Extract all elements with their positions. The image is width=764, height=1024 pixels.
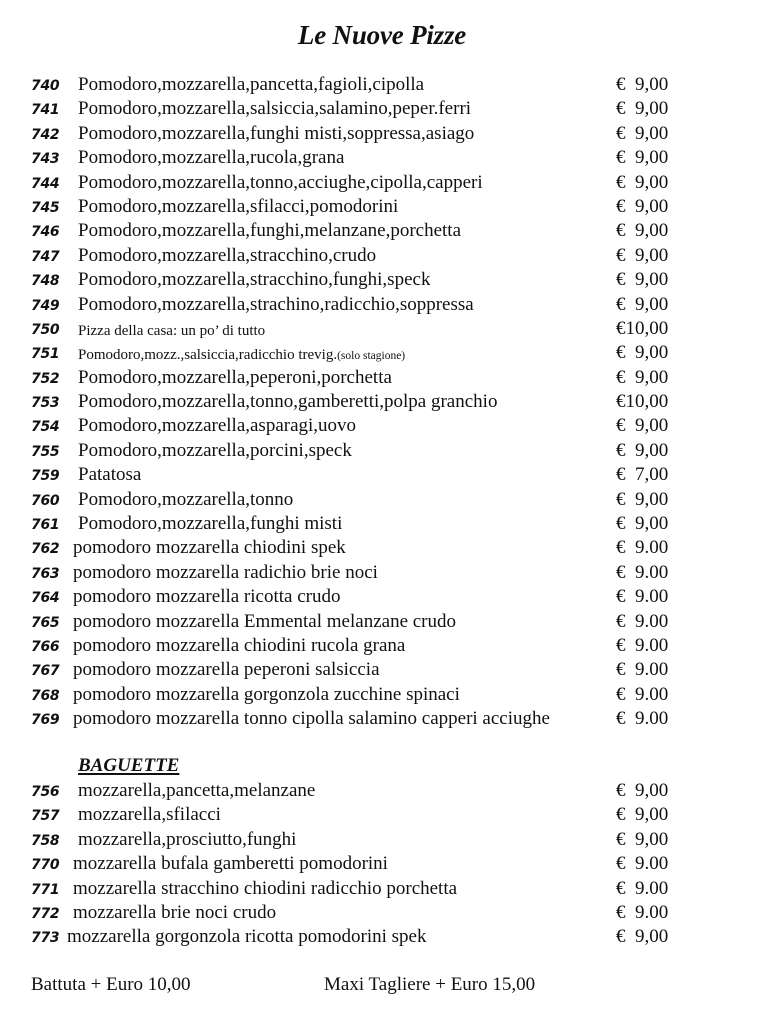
item-description-text: Pomodoro,mozzarella,peperoni,porchetta bbox=[78, 366, 392, 388]
item-price: € 7,00 bbox=[616, 464, 669, 486]
item-number: 758 bbox=[31, 832, 60, 849]
item-description-text: Pomodoro,mozzarella,stracchino,crudo bbox=[78, 244, 377, 266]
item-description bbox=[78, 414, 356, 438]
item-description bbox=[78, 439, 352, 463]
item-description bbox=[67, 925, 426, 949]
menu-item-row bbox=[0, 317, 764, 341]
item-price: € 9,00 bbox=[616, 780, 669, 801]
item-number: 764 bbox=[31, 590, 60, 607]
item-price: € 9.00 bbox=[616, 708, 669, 730]
item-description bbox=[78, 195, 398, 219]
item-description bbox=[78, 343, 405, 368]
item-description bbox=[73, 901, 276, 925]
item-description-text: Pomodoro,mozzarella,tonno,acciughe,cipolla,capperi bbox=[78, 171, 483, 193]
item-number: 750 bbox=[31, 321, 60, 338]
item-number: 769 bbox=[31, 712, 60, 729]
item-description-text: Pomodoro,mozzarella,rucola,grana bbox=[78, 147, 345, 169]
item-number: 762 bbox=[31, 541, 60, 558]
item-number: 763 bbox=[31, 565, 60, 582]
item-number: 771 bbox=[31, 881, 60, 898]
menu-item-row bbox=[0, 439, 764, 463]
item-price: € 9,00 bbox=[616, 195, 669, 217]
item-description-text: Pomodoro,mozz.,salsiccia,radicchio trevig. bbox=[78, 347, 338, 364]
menu-item-row bbox=[0, 634, 764, 658]
item-description bbox=[73, 683, 460, 707]
item-price: € 9,00 bbox=[616, 220, 669, 242]
item-description-text: mozzarella gorgonzola ricotta pomodorini spek bbox=[67, 926, 427, 948]
item-price: € 9.00 bbox=[616, 877, 669, 899]
item-description bbox=[78, 463, 141, 487]
menu-item-row bbox=[0, 852, 764, 876]
menu-item-row bbox=[0, 803, 764, 827]
footer-maxi-tagliere: Maxi Tagliere + Euro 15,00 bbox=[324, 974, 536, 995]
item-price: € 9,00 bbox=[616, 828, 669, 850]
item-description-text: pomodoro mozzarella radichio brie noci bbox=[73, 561, 378, 583]
item-number: 754 bbox=[31, 419, 60, 436]
item-number: 755 bbox=[31, 443, 60, 460]
item-description-text: mozzarella bufala gamberetti pomodorini bbox=[73, 853, 388, 875]
item-price: € 9.00 bbox=[616, 561, 669, 583]
item-description-text: mozzarella,pancetta,melanzane bbox=[78, 780, 316, 801]
menu-item-row bbox=[0, 463, 764, 487]
item-description bbox=[78, 293, 474, 317]
baguette-list bbox=[0, 779, 764, 950]
item-description bbox=[78, 512, 342, 536]
menu-item-row bbox=[0, 293, 764, 317]
menu-item-row bbox=[0, 683, 764, 707]
item-description-text: Pomodoro,mozzarella,salsiccia,salamino,peper.ferri bbox=[78, 98, 472, 120]
menu-item-row bbox=[0, 390, 764, 414]
item-price: € 9.00 bbox=[616, 683, 669, 705]
item-description bbox=[78, 268, 430, 292]
item-note: (solo stagione) bbox=[337, 350, 406, 363]
menu-item-row bbox=[0, 901, 764, 925]
item-price: € 9,00 bbox=[616, 269, 669, 291]
menu-item-row bbox=[0, 195, 764, 219]
item-description-text: Pomodoro,mozzarella,pancetta,fagioli,cipolla bbox=[78, 74, 425, 95]
menu-item-row bbox=[0, 585, 764, 609]
item-number: 760 bbox=[31, 492, 60, 509]
item-description bbox=[78, 803, 221, 827]
menu-item-row bbox=[0, 414, 764, 438]
item-description bbox=[73, 610, 456, 634]
item-description bbox=[78, 488, 293, 512]
item-number: 765 bbox=[31, 614, 60, 631]
item-description-text: Pomodoro,mozzarella,porcini,speck bbox=[78, 439, 352, 461]
item-number: 767 bbox=[31, 663, 60, 680]
menu-item-row bbox=[0, 536, 764, 560]
item-price: € 9.00 bbox=[616, 610, 669, 632]
item-description-text: Pizza della casa: un po’ di tutto bbox=[78, 322, 266, 339]
item-price: € 9.00 bbox=[616, 901, 669, 923]
item-description-text: mozzarella,sfilacci bbox=[78, 804, 221, 826]
item-description-text: mozzarella stracchino chiodini radicchio porchetta bbox=[73, 877, 458, 899]
item-description bbox=[78, 97, 471, 121]
menu-item-row bbox=[0, 658, 764, 682]
item-description bbox=[73, 852, 388, 876]
menu-item-row bbox=[0, 488, 764, 512]
menu-item-row bbox=[0, 366, 764, 390]
item-description-text: Pomodoro,mozzarella,funghi misti,soppressa,asiago bbox=[78, 122, 475, 144]
menu-item-row bbox=[0, 122, 764, 146]
item-description bbox=[73, 561, 378, 585]
item-description-text: Pomodoro,mozzarella,funghi misti bbox=[78, 513, 343, 535]
item-price: € 9,00 bbox=[616, 342, 669, 364]
item-number: 753 bbox=[31, 395, 60, 412]
item-description bbox=[78, 828, 296, 852]
item-description bbox=[78, 219, 461, 243]
item-description-text: mozzarella,prosciutto,funghi bbox=[78, 828, 297, 850]
item-description bbox=[78, 779, 315, 803]
item-price: € 9.00 bbox=[616, 537, 669, 559]
item-description-text: mozzarella brie noci crudo bbox=[73, 901, 277, 923]
baguette-heading: BAGUETTE bbox=[78, 755, 180, 776]
item-price: € 9,00 bbox=[616, 122, 669, 144]
item-number: 752 bbox=[31, 370, 60, 387]
menu-title: Le Nuove Pizze bbox=[297, 20, 467, 50]
item-price: € 9,00 bbox=[616, 415, 669, 437]
item-price: € 9,00 bbox=[616, 293, 669, 315]
item-price: € 9.00 bbox=[616, 659, 669, 681]
item-description-text: Pomodoro,mozzarella,sfilacci,pomodorini bbox=[78, 195, 399, 217]
item-description-text: Pomodoro,mozzarella,funghi,melanzane,porchetta bbox=[78, 220, 462, 242]
item-description bbox=[73, 658, 380, 682]
item-price: € 9,00 bbox=[616, 171, 669, 193]
menu-item-row bbox=[0, 707, 764, 731]
item-number: 756 bbox=[31, 784, 60, 800]
item-number: 746 bbox=[31, 224, 60, 241]
item-number: 772 bbox=[31, 905, 60, 922]
item-number: 766 bbox=[31, 638, 60, 655]
menu-item-row bbox=[0, 97, 764, 121]
item-number: 747 bbox=[31, 248, 60, 265]
menu-item-row bbox=[0, 73, 764, 97]
item-number: 748 bbox=[31, 273, 60, 290]
item-number: 761 bbox=[31, 517, 60, 534]
item-description bbox=[73, 634, 405, 658]
item-number: 745 bbox=[31, 199, 60, 216]
menu-item-row bbox=[0, 244, 764, 268]
item-description-text: Pomodoro,mozzarella,strachino,radicchio,soppressa bbox=[78, 293, 474, 315]
item-description-text: pomodoro mozzarella ricotta crudo bbox=[73, 586, 341, 608]
item-description-text: pomodoro mozzarella Emmental melanzane crudo bbox=[73, 610, 457, 632]
item-description bbox=[73, 536, 346, 560]
item-description-text: Pomodoro,mozzarella,tonno bbox=[78, 488, 294, 510]
item-number: 741 bbox=[31, 102, 60, 119]
menu-item-row bbox=[0, 171, 764, 195]
item-description bbox=[78, 390, 497, 414]
item-description bbox=[78, 146, 344, 170]
item-number: 759 bbox=[31, 468, 60, 485]
item-number: 757 bbox=[31, 808, 60, 825]
item-description-text: Pomodoro,mozzarella,stracchino,funghi,speck bbox=[78, 269, 431, 291]
menu-item-row bbox=[0, 925, 764, 949]
item-number: 770 bbox=[31, 857, 60, 874]
item-number: 773 bbox=[31, 930, 60, 947]
item-description bbox=[78, 122, 474, 146]
menu-item-row bbox=[0, 512, 764, 536]
item-price: € 9,00 bbox=[616, 147, 669, 169]
item-description-text: pomodoro mozzarella chiodini rucola grana bbox=[73, 634, 406, 656]
item-number: 751 bbox=[31, 346, 60, 363]
item-description-text: Pomodoro,mozzarella,tonno,gamberetti,polpa granchio bbox=[78, 391, 498, 413]
item-description-text: Patatosa bbox=[78, 464, 142, 486]
item-description bbox=[73, 877, 457, 901]
item-number: 744 bbox=[31, 175, 60, 192]
item-price: € 9,00 bbox=[616, 926, 669, 948]
item-price: € 9,00 bbox=[616, 244, 669, 266]
item-description bbox=[73, 707, 550, 731]
item-description-text: pomodoro mozzarella peperoni salsiccia bbox=[73, 659, 380, 681]
item-description bbox=[78, 73, 424, 97]
item-description-text: Pomodoro,mozzarella,asparagi,uovo bbox=[78, 415, 357, 437]
item-price: € 9.00 bbox=[616, 634, 669, 656]
menu-item-row bbox=[0, 146, 764, 170]
item-number: 749 bbox=[31, 297, 60, 314]
item-description bbox=[73, 585, 340, 609]
item-price: € 9.00 bbox=[616, 586, 669, 608]
menu-item-row bbox=[0, 877, 764, 901]
menu-item-row bbox=[0, 610, 764, 634]
footer-battuta: Battuta + Euro 10,00 bbox=[31, 974, 191, 995]
item-description bbox=[78, 319, 265, 343]
item-price: € 9,00 bbox=[616, 74, 669, 95]
pizze-list bbox=[0, 73, 764, 732]
item-price: € 9,00 bbox=[616, 366, 669, 388]
item-number: 742 bbox=[31, 126, 60, 143]
item-description bbox=[78, 244, 376, 268]
item-description-text: pomodoro mozzarella tonno cipolla salamino capperi acciughe bbox=[73, 708, 550, 730]
menu-item-row bbox=[0, 828, 764, 852]
item-description-text: pomodoro mozzarella chiodini spek bbox=[73, 537, 346, 559]
item-number: 768 bbox=[31, 687, 60, 704]
item-price: € 9,00 bbox=[616, 439, 669, 461]
item-price: € 9,00 bbox=[616, 804, 669, 826]
item-description bbox=[78, 171, 483, 195]
menu-item-row bbox=[0, 268, 764, 292]
item-price: € 9.00 bbox=[616, 853, 669, 875]
item-price: € 9,00 bbox=[616, 488, 669, 510]
menu-item-row bbox=[0, 779, 764, 803]
item-price: €10,00 bbox=[616, 317, 669, 339]
menu-item-row bbox=[0, 219, 764, 243]
item-price: €10,00 bbox=[616, 391, 669, 413]
item-description-text: pomodoro mozzarella gorgonzola zucchine spinaci bbox=[73, 683, 460, 705]
item-number: 740 bbox=[31, 78, 60, 94]
item-number: 743 bbox=[31, 151, 60, 168]
menu-item-row bbox=[0, 561, 764, 585]
item-price: € 9,00 bbox=[616, 513, 669, 535]
menu-item-row bbox=[0, 341, 764, 365]
item-price: € 9,00 bbox=[616, 98, 669, 120]
item-description bbox=[78, 366, 392, 390]
